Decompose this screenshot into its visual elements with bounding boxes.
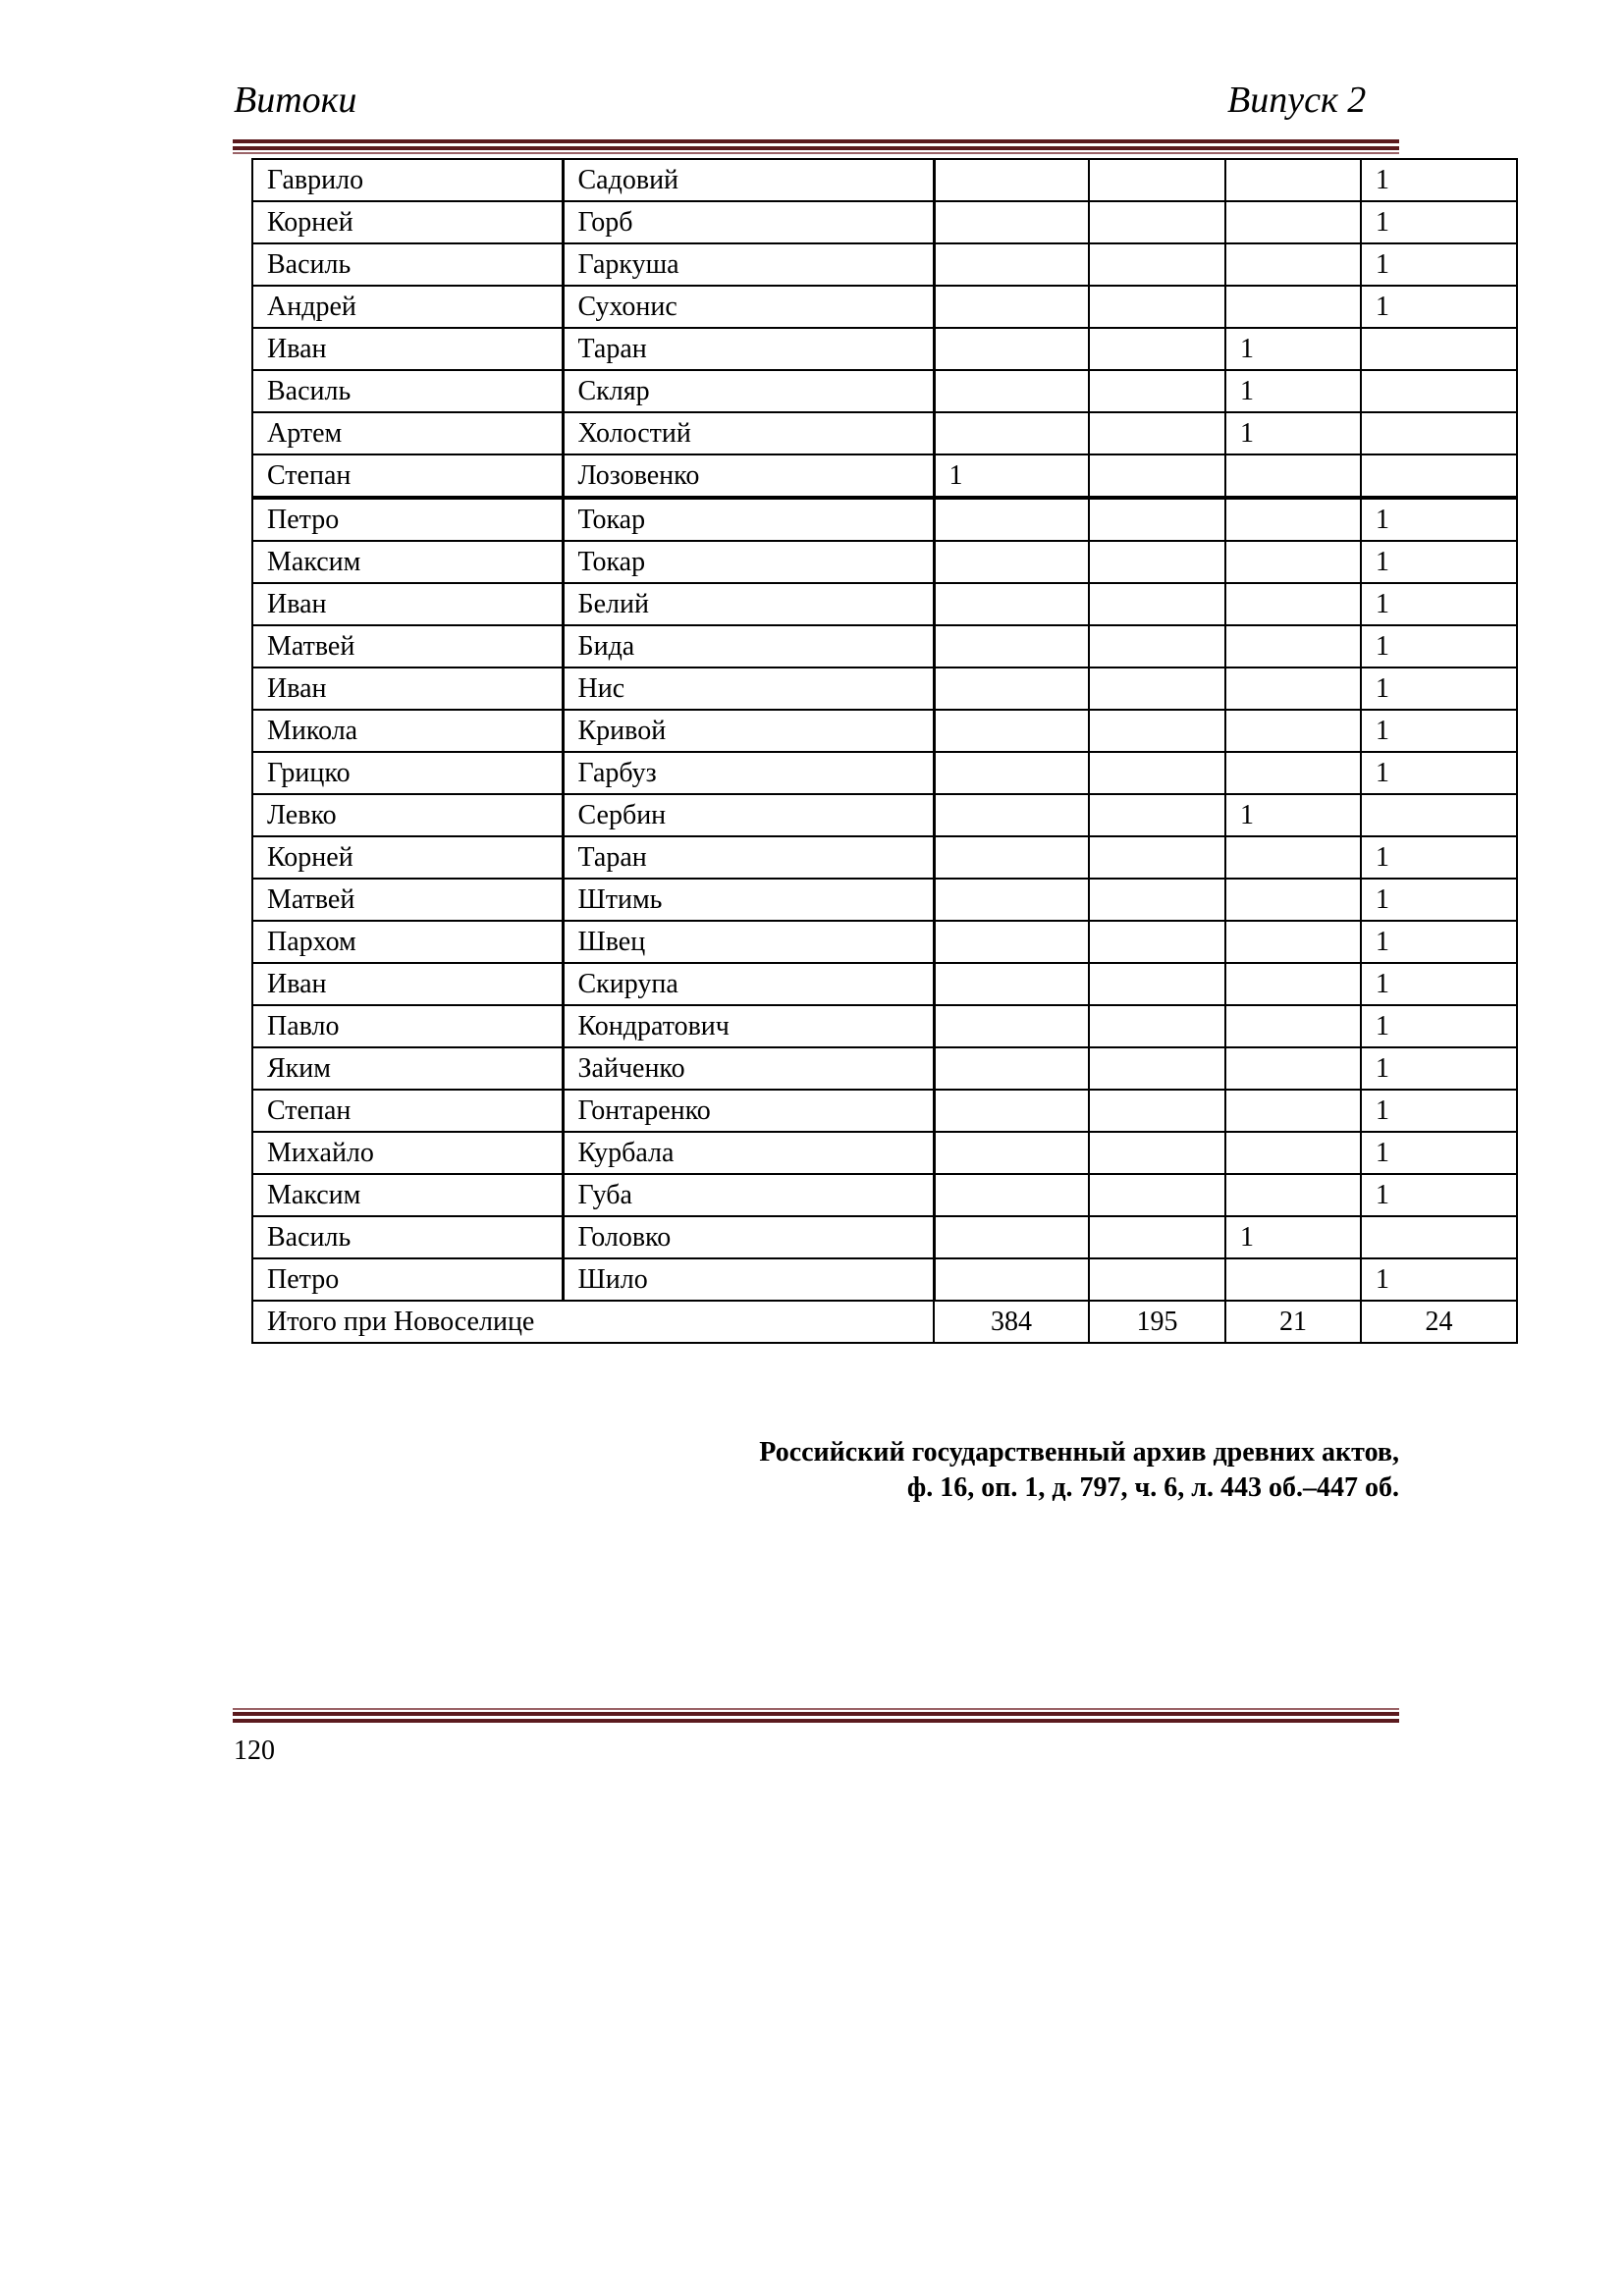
surname-cell: Бида (563, 625, 934, 667)
surname-cell: Таран (563, 836, 934, 879)
count-col-2-cell (1089, 159, 1225, 201)
table-row (252, 836, 1517, 879)
table-row (252, 454, 1517, 498)
first-name-cell: Яким (252, 1047, 563, 1090)
count-col-4-cell (1361, 454, 1517, 498)
count-col-2-cell (1089, 1090, 1225, 1132)
total-value-1: 384 (934, 1301, 1089, 1343)
count-col-4-cell (1361, 412, 1517, 454)
surname-cell: Зайченко (563, 1047, 934, 1090)
first-name-cell: Петро (252, 498, 563, 541)
count-col-3-cell (1225, 454, 1361, 498)
count-col-1-cell (934, 583, 1089, 625)
count-col-1-cell (934, 541, 1089, 583)
surname-cell: Штимь (563, 879, 934, 921)
count-col-1-cell: 1 (934, 454, 1089, 498)
count-col-2-cell (1089, 625, 1225, 667)
count-col-3-cell (1225, 1005, 1361, 1047)
table-row (252, 1216, 1517, 1258)
count-col-2-cell (1089, 879, 1225, 921)
count-col-4-cell (1361, 1216, 1517, 1258)
first-name-cell: Матвей (252, 625, 563, 667)
surname-cell: Садовий (563, 159, 934, 201)
surname-cell: Токар (563, 541, 934, 583)
count-col-3-cell (1225, 541, 1361, 583)
table-row (252, 1174, 1517, 1216)
count-col-2-cell (1089, 541, 1225, 583)
surname-cell: Кривой (563, 710, 934, 752)
table-row (252, 583, 1517, 625)
table-row (252, 1005, 1517, 1047)
count-col-1-cell (934, 963, 1089, 1005)
first-name-cell: Корней (252, 201, 563, 243)
count-col-3-cell (1225, 625, 1361, 667)
count-col-1-cell (934, 159, 1089, 201)
count-col-3-cell (1225, 963, 1361, 1005)
count-col-4-cell (1361, 328, 1517, 370)
count-col-3-cell (1225, 1090, 1361, 1132)
surname-cell: Кондратович (563, 1005, 934, 1047)
count-col-2-cell (1089, 1174, 1225, 1216)
count-col-2-cell (1089, 1258, 1225, 1301)
count-col-4-cell: 1 (1361, 159, 1517, 201)
surname-cell: Горб (563, 201, 934, 243)
count-col-4-cell: 1 (1361, 1132, 1517, 1174)
count-col-4-cell: 1 (1361, 541, 1517, 583)
surname-cell: Нис (563, 667, 934, 710)
table-row (252, 370, 1517, 412)
count-col-1-cell (934, 412, 1089, 454)
first-name-cell: Иван (252, 963, 563, 1005)
count-col-2-cell (1089, 243, 1225, 286)
surname-cell: Гарбуз (563, 752, 934, 794)
count-col-4-cell: 1 (1361, 498, 1517, 541)
first-name-cell: Михайло (252, 1132, 563, 1174)
first-name-cell: Петро (252, 1258, 563, 1301)
count-col-2-cell (1089, 836, 1225, 879)
total-row (252, 1301, 1517, 1343)
surname-cell: Курбала (563, 1132, 934, 1174)
total-value-4: 24 (1361, 1301, 1517, 1343)
header-rule (233, 139, 1399, 154)
count-col-1-cell (934, 243, 1089, 286)
footer-rule (233, 1708, 1399, 1723)
count-col-4-cell: 1 (1361, 583, 1517, 625)
first-name-cell: Иван (252, 583, 563, 625)
first-name-cell: Грицко (252, 752, 563, 794)
count-col-1-cell (934, 1005, 1089, 1047)
count-col-2-cell (1089, 583, 1225, 625)
count-col-2-cell (1089, 286, 1225, 328)
count-col-2-cell (1089, 1132, 1225, 1174)
first-name-cell: Василь (252, 243, 563, 286)
first-name-cell: Степан (252, 454, 563, 498)
count-col-2-cell (1089, 1216, 1225, 1258)
count-col-3-cell (1225, 921, 1361, 963)
count-col-3-cell (1225, 159, 1361, 201)
count-col-4-cell: 1 (1361, 1047, 1517, 1090)
count-col-1-cell (934, 752, 1089, 794)
first-name-cell: Артем (252, 412, 563, 454)
count-col-3-cell (1225, 498, 1361, 541)
count-col-4-cell: 1 (1361, 1258, 1517, 1301)
count-col-1-cell (934, 1174, 1089, 1216)
surname-cell: Холостий (563, 412, 934, 454)
count-col-1-cell (934, 667, 1089, 710)
source-line-2: ф. 16, оп. 1, д. 797, ч. 6, л. 443 об.–447 об. (906, 1472, 1399, 1503)
count-col-3-cell (1225, 710, 1361, 752)
count-col-4-cell: 1 (1361, 1174, 1517, 1216)
first-name-cell: Матвей (252, 879, 563, 921)
surname-cell: Губа (563, 1174, 934, 1216)
first-name-cell: Пархом (252, 921, 563, 963)
count-col-4-cell: 1 (1361, 879, 1517, 921)
first-name-cell: Максим (252, 541, 563, 583)
count-col-2-cell (1089, 963, 1225, 1005)
table-row (252, 667, 1517, 710)
table-row (252, 286, 1517, 328)
count-col-4-cell: 1 (1361, 710, 1517, 752)
first-name-cell: Левко (252, 794, 563, 836)
count-col-3-cell: 1 (1225, 370, 1361, 412)
source-line-1: Российский государственный архив древних актов, (759, 1437, 1399, 1468)
count-col-4-cell: 1 (1361, 1005, 1517, 1047)
running-header-issue: Випуск 2 (1227, 80, 1367, 121)
census-table (251, 158, 1518, 1344)
count-col-1-cell (934, 1090, 1089, 1132)
count-col-2-cell (1089, 710, 1225, 752)
count-col-3-cell (1225, 201, 1361, 243)
table-row (252, 752, 1517, 794)
first-name-cell: Иван (252, 667, 563, 710)
first-name-cell: Павло (252, 1005, 563, 1047)
table-row (252, 1258, 1517, 1301)
count-col-2-cell (1089, 794, 1225, 836)
count-col-3-cell (1225, 836, 1361, 879)
count-col-4-cell: 1 (1361, 963, 1517, 1005)
count-col-4-cell (1361, 370, 1517, 412)
surname-cell: Швец (563, 921, 934, 963)
table-row (252, 328, 1517, 370)
count-col-3-cell (1225, 286, 1361, 328)
table-row (252, 541, 1517, 583)
table-row (252, 201, 1517, 243)
table-row (252, 921, 1517, 963)
census-table-body (252, 159, 1517, 1343)
page-number: 120 (234, 1735, 275, 1766)
count-col-3-cell (1225, 1174, 1361, 1216)
count-col-1-cell (934, 921, 1089, 963)
table-row (252, 1132, 1517, 1174)
archive-source-note (759, 1435, 1399, 1506)
table-row (252, 243, 1517, 286)
count-col-3-cell (1225, 583, 1361, 625)
count-col-3-cell (1225, 1258, 1361, 1301)
table-row (252, 710, 1517, 752)
count-col-4-cell: 1 (1361, 1090, 1517, 1132)
count-col-4-cell (1361, 794, 1517, 836)
surname-cell: Гаркуша (563, 243, 934, 286)
count-col-1-cell (934, 498, 1089, 541)
count-col-3-cell: 1 (1225, 328, 1361, 370)
count-col-4-cell: 1 (1361, 752, 1517, 794)
count-col-1-cell (934, 879, 1089, 921)
count-col-2-cell (1089, 328, 1225, 370)
count-col-3-cell (1225, 243, 1361, 286)
count-col-3-cell: 1 (1225, 794, 1361, 836)
count-col-1-cell (934, 625, 1089, 667)
count-col-1-cell (934, 286, 1089, 328)
table-row (252, 412, 1517, 454)
count-col-2-cell (1089, 921, 1225, 963)
surname-cell: Сербин (563, 794, 934, 836)
table-row (252, 498, 1517, 541)
surname-cell: Белий (563, 583, 934, 625)
table-row (252, 879, 1517, 921)
count-col-3-cell (1225, 752, 1361, 794)
count-col-2-cell (1089, 370, 1225, 412)
first-name-cell: Иван (252, 328, 563, 370)
count-col-2-cell (1089, 1005, 1225, 1047)
first-name-cell: Василь (252, 370, 563, 412)
first-name-cell: Максим (252, 1174, 563, 1216)
count-col-4-cell: 1 (1361, 243, 1517, 286)
count-col-1-cell (934, 794, 1089, 836)
count-col-2-cell (1089, 454, 1225, 498)
first-name-cell: Корней (252, 836, 563, 879)
count-col-2-cell (1089, 667, 1225, 710)
first-name-cell: Гаврило (252, 159, 563, 201)
count-col-1-cell (934, 1132, 1089, 1174)
count-col-1-cell (934, 1258, 1089, 1301)
count-col-1-cell (934, 1216, 1089, 1258)
surname-cell: Скляр (563, 370, 934, 412)
table-row (252, 794, 1517, 836)
table-row (252, 625, 1517, 667)
count-col-4-cell: 1 (1361, 921, 1517, 963)
count-col-1-cell (934, 201, 1089, 243)
count-col-2-cell (1089, 752, 1225, 794)
surname-cell: Лозовенко (563, 454, 934, 498)
count-col-1-cell (934, 370, 1089, 412)
count-col-4-cell: 1 (1361, 836, 1517, 879)
table-row (252, 1047, 1517, 1090)
count-col-4-cell: 1 (1361, 667, 1517, 710)
first-name-cell: Микола (252, 710, 563, 752)
first-name-cell: Василь (252, 1216, 563, 1258)
count-col-1-cell (934, 1047, 1089, 1090)
surname-cell: Головко (563, 1216, 934, 1258)
count-col-3-cell (1225, 879, 1361, 921)
count-col-4-cell: 1 (1361, 625, 1517, 667)
surname-cell: Таран (563, 328, 934, 370)
count-col-3-cell (1225, 1047, 1361, 1090)
surname-cell: Гонтаренко (563, 1090, 934, 1132)
count-col-4-cell: 1 (1361, 286, 1517, 328)
count-col-2-cell (1089, 412, 1225, 454)
table-row (252, 1090, 1517, 1132)
table-row (252, 963, 1517, 1005)
table-row (252, 159, 1517, 201)
surname-cell: Шило (563, 1258, 934, 1301)
count-col-1-cell (934, 836, 1089, 879)
surname-cell: Скирупа (563, 963, 934, 1005)
count-col-3-cell (1225, 1132, 1361, 1174)
running-header-title: Витоки (234, 80, 357, 121)
surname-cell: Токар (563, 498, 934, 541)
count-col-3-cell: 1 (1225, 1216, 1361, 1258)
count-col-3-cell (1225, 667, 1361, 710)
total-label: Итого при Новоселице (252, 1301, 934, 1343)
count-col-3-cell: 1 (1225, 412, 1361, 454)
first-name-cell: Андрей (252, 286, 563, 328)
count-col-2-cell (1089, 498, 1225, 541)
count-col-1-cell (934, 710, 1089, 752)
count-col-1-cell (934, 328, 1089, 370)
total-value-2: 195 (1089, 1301, 1225, 1343)
first-name-cell: Степан (252, 1090, 563, 1132)
count-col-4-cell: 1 (1361, 201, 1517, 243)
surname-cell: Сухонис (563, 286, 934, 328)
total-value-3: 21 (1225, 1301, 1361, 1343)
count-col-2-cell (1089, 201, 1225, 243)
count-col-2-cell (1089, 1047, 1225, 1090)
